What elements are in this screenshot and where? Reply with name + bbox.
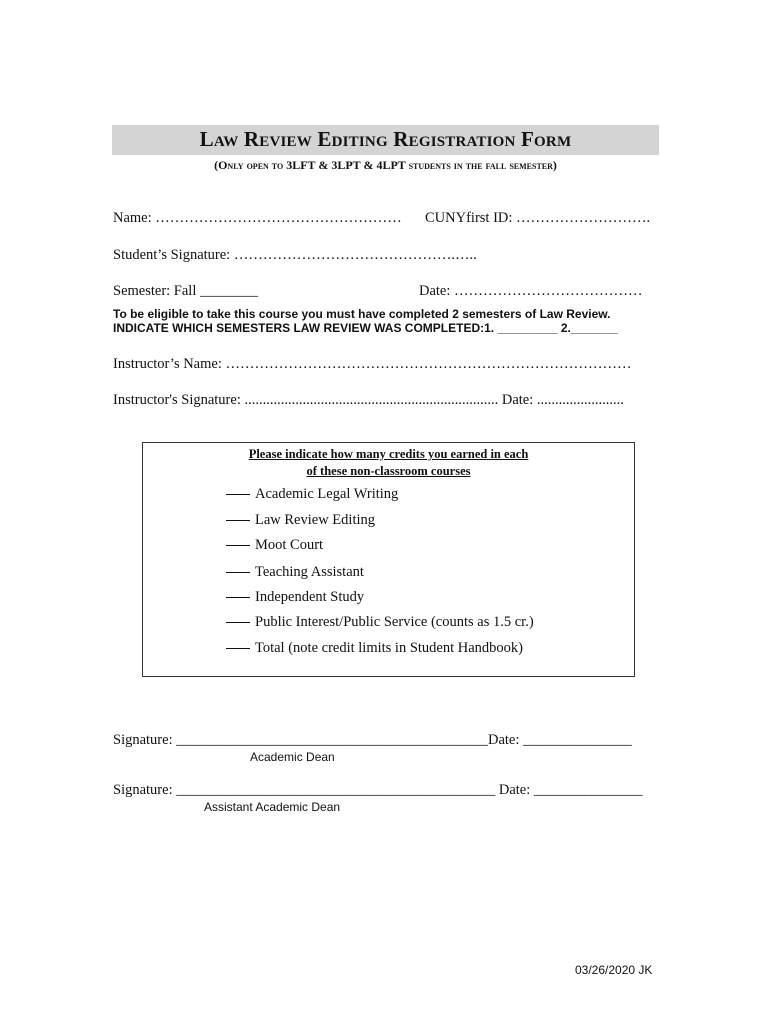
credit-blank[interactable] bbox=[226, 545, 250, 546]
credit-blank[interactable] bbox=[226, 520, 250, 521]
course-independent-study[interactable]: Independent Study bbox=[226, 589, 364, 606]
course-total[interactable]: Total (note credit limits in Student Handbook) bbox=[226, 640, 523, 657]
assistant-dean-label: Assistant Academic Dean bbox=[204, 800, 341, 814]
credit-blank[interactable] bbox=[226, 648, 250, 649]
course-public-interest[interactable]: Public Interest/Public Service (counts as 1.5 cr.) bbox=[226, 614, 534, 631]
credit-blank[interactable] bbox=[226, 572, 250, 573]
student-signature-field[interactable]: Student’s Signature: ……………………………………….….. bbox=[113, 247, 477, 263]
academic-dean-signature-field[interactable]: Signature: ___________________________________________Date: _______________ bbox=[113, 732, 632, 748]
page-title: Law Review Editing Registration Form bbox=[199, 127, 572, 151]
semesters-completed-field[interactable]: INDICATE WHICH SEMESTERS LAW REVIEW WAS COMPLETED:1. _________ 2._______ bbox=[113, 321, 618, 335]
date-field[interactable]: Date: ………………………………… bbox=[419, 283, 643, 299]
cunyfirst-id-field[interactable]: CUNYfirst ID: ………………………. bbox=[425, 210, 651, 226]
course-academic-legal-writing[interactable]: Academic Legal Writing bbox=[226, 486, 398, 503]
name-field[interactable]: Name: …………………………………………… bbox=[113, 210, 402, 226]
revision-stamp: 03/26/2020 JK bbox=[575, 963, 653, 977]
course-teaching-assistant[interactable]: Teaching Assistant bbox=[226, 564, 364, 581]
semester-field[interactable]: Semester: Fall ________ bbox=[113, 283, 258, 299]
credits-heading bbox=[142, 446, 635, 480]
credit-blank[interactable] bbox=[226, 597, 250, 598]
credits-heading-line1: Please indicate how many credits you earned in each bbox=[248, 447, 529, 461]
credit-blank[interactable] bbox=[226, 494, 250, 495]
instructor-name-field[interactable]: Instructor’s Name: ………………………………………………………………………… bbox=[113, 356, 632, 372]
course-law-review-editing[interactable]: Law Review Editing bbox=[226, 512, 375, 529]
course-moot-court[interactable]: Moot Court bbox=[226, 537, 323, 554]
page-subtitle: (Only open to 3LFT & 3LPT & 4LPT students in the fall semester) bbox=[214, 158, 557, 172]
credit-blank[interactable] bbox=[226, 622, 250, 623]
assistant-dean-signature-field[interactable]: Signature: ____________________________________________ Date: _______________ bbox=[113, 782, 643, 798]
credits-heading-line2: of these non-classroom courses bbox=[306, 464, 471, 478]
instructor-signature-field[interactable]: Instructor's Signature: ...................................................................... Date: ........................ bbox=[113, 392, 624, 408]
academic-dean-label: Academic Dean bbox=[250, 750, 335, 764]
eligibility-note: To be eligible to take this course you must have completed 2 semesters of Law Review. bbox=[113, 307, 611, 321]
